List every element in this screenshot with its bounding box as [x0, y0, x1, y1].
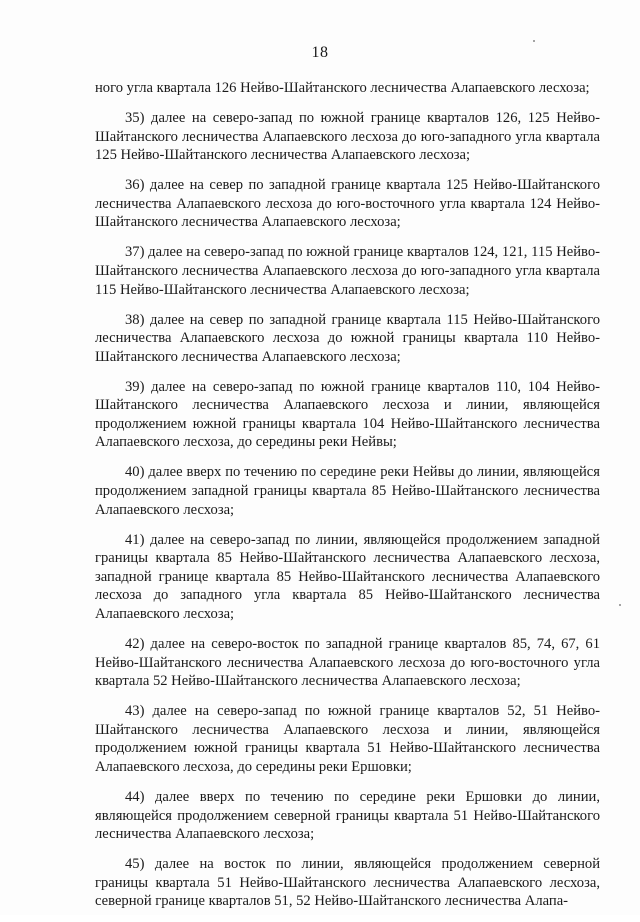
page-number: 18 [311, 44, 329, 61]
scan-speck [619, 604, 621, 606]
paragraph-item-36: 36) далее на север по западной границе квартала 125 Нейво-Шайтанского лесничества Алапаевского лесхоза до юго-восточного угла квартала 124 Нейво-Шайтанского лесничества Алапаевского лесхоза; [95, 177, 600, 231]
paragraph-item-37: 37) далее на северо-запад по южной границе кварталов 124, 121, 115 Нейво-Шайтанского лесничества Алапаевского лесхоза до юго-западного угла квартала 115 Нейво-Шайтанского лесничества Алапаевского лесхоза; [95, 244, 600, 298]
paragraph-item-43: 43) далее на северо-запад по южной границе кварталов 52, 51 Нейво-Шайтанского лесничества Алапаевского лесхоза и линии, являющейся продолжением южной границы квартала 51 Нейво-Шайтанского лесничества Алапаевского лесхоза, до середины реки Ершовки; [95, 703, 600, 775]
paragraph-item-42: 42) далее на северо-восток по западной границе кварталов 85, 74, 67, 61 Нейво-Шайтанского лесничества Алапаевского лесхоза до юго-восточного угла квартала 52 Нейво-Шайтанского лесничества Алапаевского лесхоза; [95, 635, 600, 690]
paragraph-item-39: 39) далее на северо-запад по южной границе кварталов 110, 104 Нейво-Шайтанского лесничества Алапаевского лесхоза и линии, являющейся продолжением южной границы квартала 104 Нейво-Шайтанского лесничества Алапаевского лесхоза, до середины реки Нейвы; [95, 378, 600, 451]
paragraph-item-40: 40) далее вверх по течению по середине реки Нейвы до линии, являющейся продолжением западной границы квартала 85 Нейво-Шайтанского лесничества Алапаевского лесхоза; [95, 464, 600, 518]
paragraph-item-41: 41) далее на северо-запад по линии, являющейся продолжением западной границы квартала 85 Нейво-Шайтанского лесничества Алапаевского лесхоза, западной границе квартала 85 Нейво-Шайтанского лесничества Алапаевского лесхоза до западного угла квартала 85 Нейво-Шайтанского лесничества Алапаевского лесхоза; [95, 531, 600, 622]
paragraph-item-35: 35) далее на северо-запад по южной границе кварталов 126, 125 Нейво-Шайтанского лесничества Алапаевского лесхоза до юго-западного угла квартала 125 Нейво-Шайтанского лесничества Алапаевского лесхоза; [95, 109, 600, 164]
document-body [95, 79, 600, 922]
paragraph-item-38: 38) далее на север по западной границе квартала 115 Нейво-Шайтанского лесничества Алапаевского лесхоза до южной границы квартала 110 Нейво-Шайтанского лесничества Алапаевского лесхоза; [95, 311, 600, 365]
paragraph-item-45: 45) далее на восток по линии, являющейся продолжением северной границы квартала 51 Нейво-Шайтанского лесничества Алапаевского лесхоза, северной границе кварталов 51, 52 Нейво-Шайтанского лесничества Алапа- [95, 856, 600, 910]
paragraph-item-44: 44) далее вверх по течению по середине реки Ершовки до линии, являющейся продолжением северной границы квартала 51 Нейво-Шайтанского лесничества Алапаевского лесхоза; [95, 788, 600, 843]
scan-speck [533, 40, 535, 42]
paragraph-continuation: ного угла квартала 126 Нейво-Шайтанского лесничества Алапаевского лесхоза; [95, 80, 590, 96]
